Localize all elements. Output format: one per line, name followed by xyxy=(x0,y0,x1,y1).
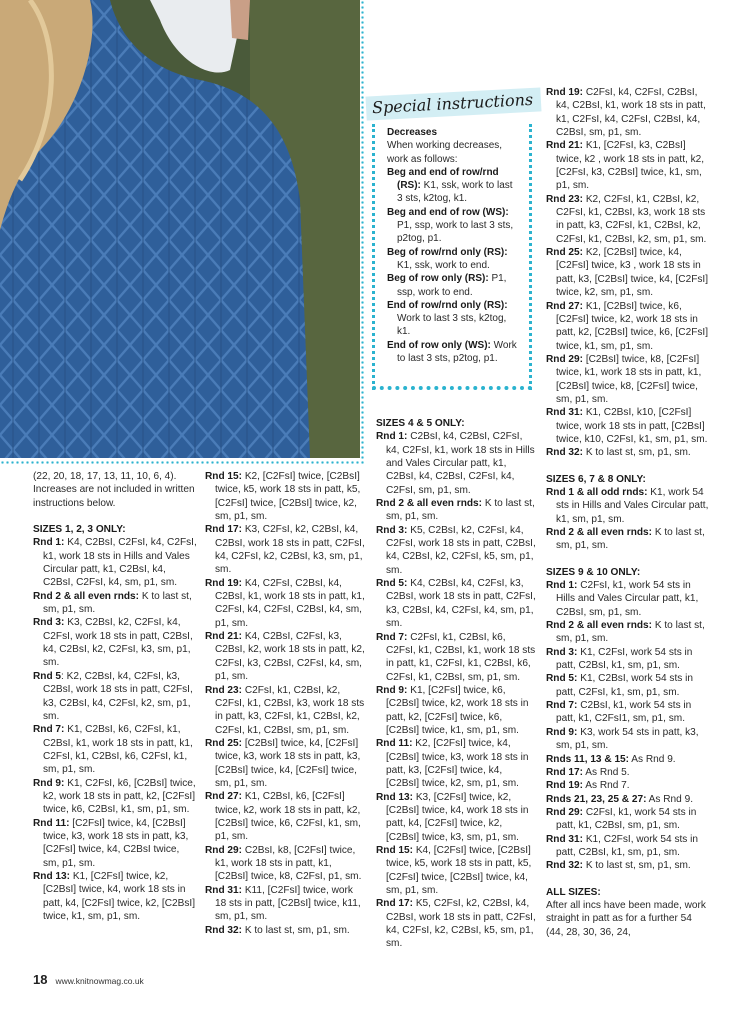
column-2 xyxy=(205,470,365,937)
instruction-row xyxy=(546,806,710,833)
instruction-text: K4, C2BsI, k4, C2FsI, k3, C2BsI, work 18 sts in patt, C2FsI, k3, C2BsI, k4, C2FsI, k4, sm, p1, sm. xyxy=(386,578,536,630)
instruction-text: K to last st, sm, p1, sm. xyxy=(386,498,535,523)
instruction-row xyxy=(546,619,710,646)
instruction-row xyxy=(546,406,710,446)
sizes-9-10-heading: SIZES 9 & 10 ONLY: xyxy=(546,566,641,578)
instruction-text: C2FsI, k1, C2BsI, k6, C2FsI, k1, C2BsI, k1, work 18 sts in patt, k1, C2FsI, k1, C2BsI, k6, C2FsI, k1, C2BsI, sm, p1, sm. xyxy=(386,631,536,683)
instruction-label: Rnd 9: xyxy=(546,726,578,738)
instruction-label: Rnd 7: xyxy=(546,700,578,712)
instruction-label: Rnd 5: xyxy=(376,578,408,590)
instruction-label: Rnd 29: xyxy=(546,353,584,365)
decreases-heading: Decreases xyxy=(387,127,438,138)
instruction-row xyxy=(33,870,198,923)
instruction-label: Rnd 2 & all even rnds: xyxy=(376,498,483,510)
sizes-4-5-heading: SIZES 4 & 5 ONLY: xyxy=(376,418,465,429)
instruction-row xyxy=(33,723,198,776)
instruction-row xyxy=(376,430,536,497)
instruction-label: Rnd 11: xyxy=(376,738,413,750)
page-number: 18 xyxy=(33,972,48,987)
instruction-label: Rnd 17: xyxy=(546,766,584,778)
instruction-label: Rnd 7: xyxy=(33,724,65,736)
instruction-row xyxy=(387,166,519,206)
instruction-row xyxy=(376,897,536,950)
instruction-text: K to last st, sm, p1, sm. xyxy=(556,620,705,645)
instruction-row xyxy=(205,844,365,884)
sizes-6-7-8-heading: SIZES 6, 7 & 8 ONLY: xyxy=(546,473,646,485)
instruction-text: K5, C2FsI, k2, C2BsI, k4, C2BsI, work 18 sts in patt, C2FsI, k4, C2FsI, k2, C2BsI, k5, sm, p1, sm. xyxy=(386,898,536,950)
instruction-row xyxy=(546,859,710,872)
instruction-text: C2FsI, k1, C2BsI, k2, C2FsI, k1, C2BsI, k3, work 18 sts in patt, k3, C2FsI, k1, C2BsI, k2, C2FsI, k1, C2BsI, sm, p1, sm. xyxy=(215,684,365,736)
instruction-row xyxy=(376,737,536,790)
instruction-text: As Rnd 7. xyxy=(583,780,630,792)
instruction-label: Rnd 9: xyxy=(376,684,408,696)
instruction-row xyxy=(546,446,710,459)
instruction-row xyxy=(546,86,710,139)
instruction-text: K1, ssk, work to end. xyxy=(397,259,490,271)
page-footer xyxy=(33,972,144,987)
instruction-label: Rnd 13: xyxy=(33,870,71,882)
instruction-label: Rnd 31: xyxy=(546,833,584,845)
instruction-text: [C2BsI] twice, k8, [C2FsI] twice, k1, work 18 sts in patt, k1, [C2BsI] twice, k8, [C2FsI] twice, sm, p1, sm. xyxy=(556,353,702,405)
instruction-label: Rnd 2 & all even rnds: xyxy=(546,527,653,538)
instruction-text: K to last st, sm, p1, sm. xyxy=(583,447,691,459)
dotted-divider-horizontal xyxy=(0,461,364,464)
instruction-row xyxy=(546,833,710,860)
instruction-text: K2, C2FsI, k1, C2BsI, k2, C2FsI, k1, C2BsI, k3, work 18 sts in patt, k3, C2FsI, k1, C2BsI, k2, C2FsI, k1, C2BsI, k2, sm, p1, sm. xyxy=(556,193,707,245)
instruction-text: As Rnd 9. xyxy=(646,793,694,805)
instruction-label: Rnd 3: xyxy=(546,646,578,658)
sizes-1-2-3-heading: SIZES 1, 2, 3 ONLY: xyxy=(33,524,126,536)
instruction-row xyxy=(376,684,536,737)
instruction-text: K3, work 54 sts in patt, k3, sm, p1, sm. xyxy=(556,726,699,752)
instruction-text: K3, C2FsI, k2, C2BsI, k4, C2BsI, work 18 sts in patt, C2FsI, k4, C2FsI, k2, C2BsI, k3, sm, p1, sm. xyxy=(215,524,365,576)
website-link[interactable]: www.knitnowmag.co.uk xyxy=(55,976,144,986)
instruction-label: Rnd 3: xyxy=(376,524,408,536)
instruction-text: K1, C2FsI, work 54 sts in patt, C2BsI, k1, sm, p1, sm. xyxy=(556,833,699,858)
instruction-row xyxy=(33,616,198,669)
instruction-text: K1, work 54 sts in Hills and Vales Circular patt, k1, sm, p1, sm. xyxy=(556,486,709,525)
instruction-label: Rnd 5 xyxy=(33,670,62,682)
instruction-text: C2FsI, k1, work 54 sts in patt, k1, C2BsI, sm, p1, sm. xyxy=(556,806,697,832)
instruction-label: Rnd 25: xyxy=(205,737,243,749)
instruction-row xyxy=(205,684,365,737)
instruction-row xyxy=(33,670,198,723)
all-sizes-text: After all incs have been made, work straight in patt as for a further 54 (44, 28, 30, 36, 24, xyxy=(546,899,706,938)
instruction-row xyxy=(546,753,710,766)
instruction-row xyxy=(546,793,710,806)
special-instructions-body xyxy=(372,124,532,390)
decreases-intro: When working decreases, work as follows: xyxy=(387,140,503,165)
instruction-label: Rnd 31: xyxy=(546,407,584,419)
instruction-text: K2, [C2FsI] twice, [C2BsI] twice, k5, work 18 sts in patt, k5, [C2FsI] twice, [C2BsI] twice, k2, sm, p1, sm. xyxy=(215,471,361,523)
instruction-row xyxy=(33,817,198,870)
instruction-row xyxy=(546,779,710,792)
instruction-text: K1, C2FsI, k6, [C2BsI] twice, k2, work 18 sts in patt, k2, [C2FsI] twice, k6, C2BsI, k1, sm, p1, sm. xyxy=(43,777,196,816)
instruction-label: Rnd 17: xyxy=(205,524,243,536)
increases-note: (22, 20, 18, 17, 13, 11, 10, 6, 4). Increases are not included in written instructions below. xyxy=(33,471,195,509)
instruction-label: Rnd 21: xyxy=(546,140,584,152)
instruction-row xyxy=(376,577,536,630)
instruction-text: P1, ssp, work to end. xyxy=(397,273,507,298)
instruction-row xyxy=(546,579,710,619)
instruction-label: Rnd 1: xyxy=(376,431,408,443)
instruction-text: K4, C2BsI, C2FsI, k4, C2FsI, k1, work 18 sts in Hills and Vales Circular patt, k1, C2BsI, k4, C2BsI, C2FsI, k4, sm, p1, sm. xyxy=(43,537,197,589)
instruction-row xyxy=(205,523,365,576)
instruction-row xyxy=(546,139,710,192)
instruction-text: Work to last 3 sts, p2tog, p1. xyxy=(397,339,517,365)
instruction-label: Rnd 9: xyxy=(33,777,65,789)
instruction-text: [C2BsI] twice, k4, [C2FsI] twice, k3, work 18 sts in patt, k3, [C2BsI] twice, k4, [C2FsI] twice, sm, p1, sm. xyxy=(215,737,361,789)
knitted-sweater-illustration xyxy=(0,0,360,458)
instruction-row xyxy=(33,777,198,817)
instruction-label: Rnds 11, 13 & 15: xyxy=(546,753,630,765)
instruction-label: Rnd 23: xyxy=(546,193,584,205)
instruction-text: K4, [C2FsI] twice, [C2BsI] twice, k5, work 18 sts in patt, k5, [C2FsI] twice, [C2BsI] twice, k4, sm, p1, sm. xyxy=(386,845,532,897)
instruction-text: K to last st, sm, p1, sm. xyxy=(242,924,350,936)
instruction-row xyxy=(376,497,536,524)
instruction-row xyxy=(546,699,710,726)
instruction-text: C2BsI, k4, C2BsI, C2FsI, k4, C2FsI, k1, work 18 sts in Hills and Vales Circular patt, k1, C2BsI, k4, C2BsI, C2FsI, k4, C2FsI, sm, p1, sm. xyxy=(386,431,535,496)
instruction-text: K1, [C2FsI, k3, C2BsI] twice, k2 , work 18 sts in patt, k2, [C2FsI, k3, C2BsI] twice, k1, sm, p1, sm. xyxy=(556,140,705,192)
instruction-row xyxy=(387,272,519,299)
instruction-text: K3, [C2FsI] twice, k2, [C2BsI] twice, k4, work 18 sts in patt, k4, [C2FsI] twice, k2, [C2BsI] twice, k3, sm, p1, sm. xyxy=(386,791,529,843)
instruction-label: Rnd 29: xyxy=(205,844,243,856)
instruction-row xyxy=(376,631,536,684)
instruction-text: K to last st, sm, p1, sm. xyxy=(556,527,705,552)
instruction-text: C2BsI, k8, [C2FsI] twice, k1, work 18 sts in patt, k1, [C2BsI] twice, k8, C2FsI, p1, sm. xyxy=(215,844,362,883)
instruction-row xyxy=(33,536,198,589)
instruction-label: Rnds 21, 23, 25 & 27: xyxy=(546,793,647,805)
instruction-row xyxy=(546,526,710,553)
instruction-row xyxy=(546,353,710,406)
instruction-row xyxy=(205,577,365,630)
instruction-label: Rnd 7: xyxy=(376,631,408,643)
instruction-text: P1, ssp, work to last 3 sts, p2tog, p1. xyxy=(397,220,514,245)
instruction-text: C2BsI, k1, work 54 sts in patt, k1, C2FsI1, sm, p1, sm. xyxy=(556,700,692,725)
instruction-label: Rnd 2 & all even rnds: xyxy=(546,620,653,632)
sweater-photo xyxy=(0,0,360,458)
instruction-row xyxy=(546,766,710,779)
instruction-label: Rnd 3: xyxy=(33,617,65,629)
instruction-label: Rnd 27: xyxy=(546,300,584,312)
instruction-label: Rnd 13: xyxy=(376,791,414,803)
instruction-row xyxy=(387,246,519,273)
special-instructions-box xyxy=(371,89,534,394)
instruction-text: As Rnd 9. xyxy=(629,753,676,765)
instruction-label: Rnd 23: xyxy=(205,684,243,696)
instruction-text: K1, C2BsI, k6, [C2FsI] twice, k2, work 18 sts in patt, k2, [C2BsI] twice, k6, C2FsI, k1, sm, p1, sm. xyxy=(215,791,361,843)
instruction-label: Rnd 29: xyxy=(546,806,584,818)
instruction-label: Rnd 1 & all odd rnds: xyxy=(546,486,648,498)
instruction-text: K4, C2BsI, C2FsI, k3, C2BsI, k2, work 18 sts in patt, k2, C2FsI, k3, C2BsI, C2FsI, k4, sm, p1, sm. xyxy=(215,631,365,683)
column-3 xyxy=(376,417,536,951)
instruction-text: As Rnd 5. xyxy=(583,766,630,778)
instruction-text: K3, C2BsI, k2, C2FsI, k4, C2FsI, work 18 sts in patt, C2BsI, k4, C2BsI, k2, C2FsI, k3, sm, p1, sm. xyxy=(43,617,193,669)
instruction-text: C2FsI, k4, C2FsI, C2BsI, k4, C2BsI, k1, work 18 sts in patt, k1, C2FsI, k4, C2FsI, C2BsI, k4, C2BsI, sm, p1, sm. xyxy=(556,87,706,139)
instruction-text: C2FsI, k1, work 54 sts in Hills and Vales Circular patt, k1, C2BsI, sm, p1, sm. xyxy=(556,580,699,618)
instruction-row xyxy=(33,590,198,617)
instruction-text: K1, [C2FsI] twice, k6, [C2BsI] twice, k2, work 18 sts in patt, k2, [C2FsI] twice, k6, [C2BsI] twice, k1, sm, p1, sm. xyxy=(386,684,529,736)
instruction-row xyxy=(546,300,710,353)
instruction-label: Rnd 11: xyxy=(33,817,70,829)
instruction-text: K1, ssk, work to last 3 sts, k2tog, k1. xyxy=(397,180,513,205)
instruction-text: K11, [C2FsI] twice, work 18 sts in patt, [C2BsI] twice, k11, sm, p1, sm. xyxy=(215,884,361,923)
instruction-text: Work to last 3 sts, k2tog, k1. xyxy=(397,313,507,338)
instruction-label: Rnd 19: xyxy=(205,577,243,589)
instruction-label: End of row/rnd only (RS): xyxy=(387,299,508,311)
instruction-row xyxy=(376,791,536,844)
instruction-text: K1, C2BsI, k6, C2FsI, k1, C2BsI, k1, work 18 sts in patt, k1, C2FsI, k1, C2BsI, k6, C2FsI, k1, sm, p1, sm. xyxy=(43,724,193,776)
instruction-text: K1, [C2FsI] twice, k2, [C2BsI] twice, k4, work 18 sts in patt, k4, [C2FsI] twice, k2, [C2BsI] twice, k1, sm, p1, sm. xyxy=(43,870,196,922)
instruction-row xyxy=(546,193,710,246)
instruction-label: Rnd 19: xyxy=(546,87,584,98)
instruction-label: Rnd 25: xyxy=(546,247,584,259)
instruction-row xyxy=(376,844,536,897)
instruction-row xyxy=(546,672,710,699)
instruction-row xyxy=(546,646,710,673)
instruction-row xyxy=(387,299,519,339)
instruction-label: Beg of row only (RS): xyxy=(387,273,489,285)
instruction-label: Rnd 19: xyxy=(546,780,584,792)
instruction-row xyxy=(387,206,519,246)
dotted-divider-vertical xyxy=(361,0,364,462)
instruction-text: [C2FsI] twice, k4, [C2BsI] twice, k3, work 18 sts in patt, k3, [C2FsI] twice, k4, C2BsI twice, sm, p1, sm. xyxy=(43,817,189,869)
instruction-label: Rnd 32: xyxy=(546,860,584,872)
instruction-label: Beg and end of row/rnd (RS): xyxy=(387,166,499,192)
instruction-text: K1, C2BsI, k10, [C2FsI] twice, work 18 sts in patt, [C2BsI] twice, k10, C2FsI, k1, sm, p1, sm. xyxy=(556,407,708,445)
instruction-label: End of row only (WS): xyxy=(387,339,491,351)
instruction-text: K to last st, sm, p1, sm. xyxy=(583,860,691,872)
instruction-row xyxy=(387,339,519,366)
instruction-label: Rnd 2 & all even rnds: xyxy=(33,590,140,602)
column-1 xyxy=(33,470,198,923)
instruction-text: K1, [C2BsI] twice, k6, [C2FsI] twice, k2, work 18 sts in patt, k2, [C2BsI] twice, k6, [C2FsI] twice, k1, sm, p1, sm. xyxy=(556,300,709,352)
instruction-row xyxy=(205,470,365,523)
instruction-row xyxy=(205,884,365,924)
instruction-label: Rnd 27: xyxy=(205,791,243,803)
special-instructions-title: Special instructions xyxy=(365,87,541,120)
instruction-text: K4, C2FsI, C2BsI, k4, C2BsI, k1, work 18 sts in patt, k1, C2FsI, k4, C2FsI, C2BsI, k4, sm, p1, sm. xyxy=(215,577,365,629)
all-sizes-heading: ALL SIZES: xyxy=(546,886,601,898)
instruction-label: Rnd 32: xyxy=(546,447,584,459)
instruction-row xyxy=(205,630,365,683)
instruction-text: K5, C2BsI, k2, C2FsI, k4, C2FsI, work 18 sts in patt, C2BsI, k4, C2BsI, k2, C2FsI, k5, sm, p1, sm. xyxy=(386,524,536,576)
instruction-label: Rnd 17: xyxy=(376,898,414,910)
instruction-text: K2, [C2FsI] twice, k4, [C2BsI] twice, k3, work 18 sts in patt, k3, [C2FsI] twice, k4, [C2BsI] twice, k2, sm, p1, sm. xyxy=(386,738,529,790)
instruction-label: Beg and end of row (WS): xyxy=(387,206,509,218)
instruction-text: K1, C2BsI, work 54 sts in patt, C2FsI, k1, sm, p1, sm. xyxy=(556,673,693,698)
instruction-label: Rnd 1: xyxy=(546,580,578,592)
instruction-row xyxy=(546,726,710,753)
instruction-label: Rnd 32: xyxy=(205,924,243,936)
instruction-row xyxy=(205,737,365,790)
instruction-row xyxy=(205,790,365,843)
instruction-label: Rnd 21: xyxy=(205,631,243,643)
instruction-row xyxy=(205,924,365,937)
column-4 xyxy=(546,86,710,939)
instruction-label: Rnd 31: xyxy=(205,884,243,896)
instruction-row xyxy=(376,524,536,577)
instruction-label: Beg of row/rnd only (RS): xyxy=(387,246,508,258)
instruction-text: K to last st, sm, p1, sm. xyxy=(43,590,192,616)
instruction-text: : K2, C2BsI, k4, C2FsI, k3, C2BsI, work 18 sts in patt, C2FsI, k3, C2BsI, k4, C2FsI, k2, sm, p1, sm. xyxy=(43,670,193,722)
instruction-label: Rnd 15: xyxy=(205,471,243,482)
instruction-label: Rnd 15: xyxy=(376,845,414,856)
instruction-text: K2, [C2BsI] twice, k4, [C2FsI] twice, k3 , work 18 sts in patt, k3, [C2BsI] twice, k4, [C2FsI] twice, k2, sm, p1, sm. xyxy=(556,247,709,299)
instruction-row xyxy=(546,246,710,299)
instruction-label: Rnd 5: xyxy=(546,673,578,685)
instruction-row xyxy=(546,486,710,526)
instruction-text: K1, C2FsI, work 54 sts in patt, C2BsI, k1, sm, p1, sm. xyxy=(556,646,693,672)
instruction-label: Rnd 1: xyxy=(33,537,65,549)
